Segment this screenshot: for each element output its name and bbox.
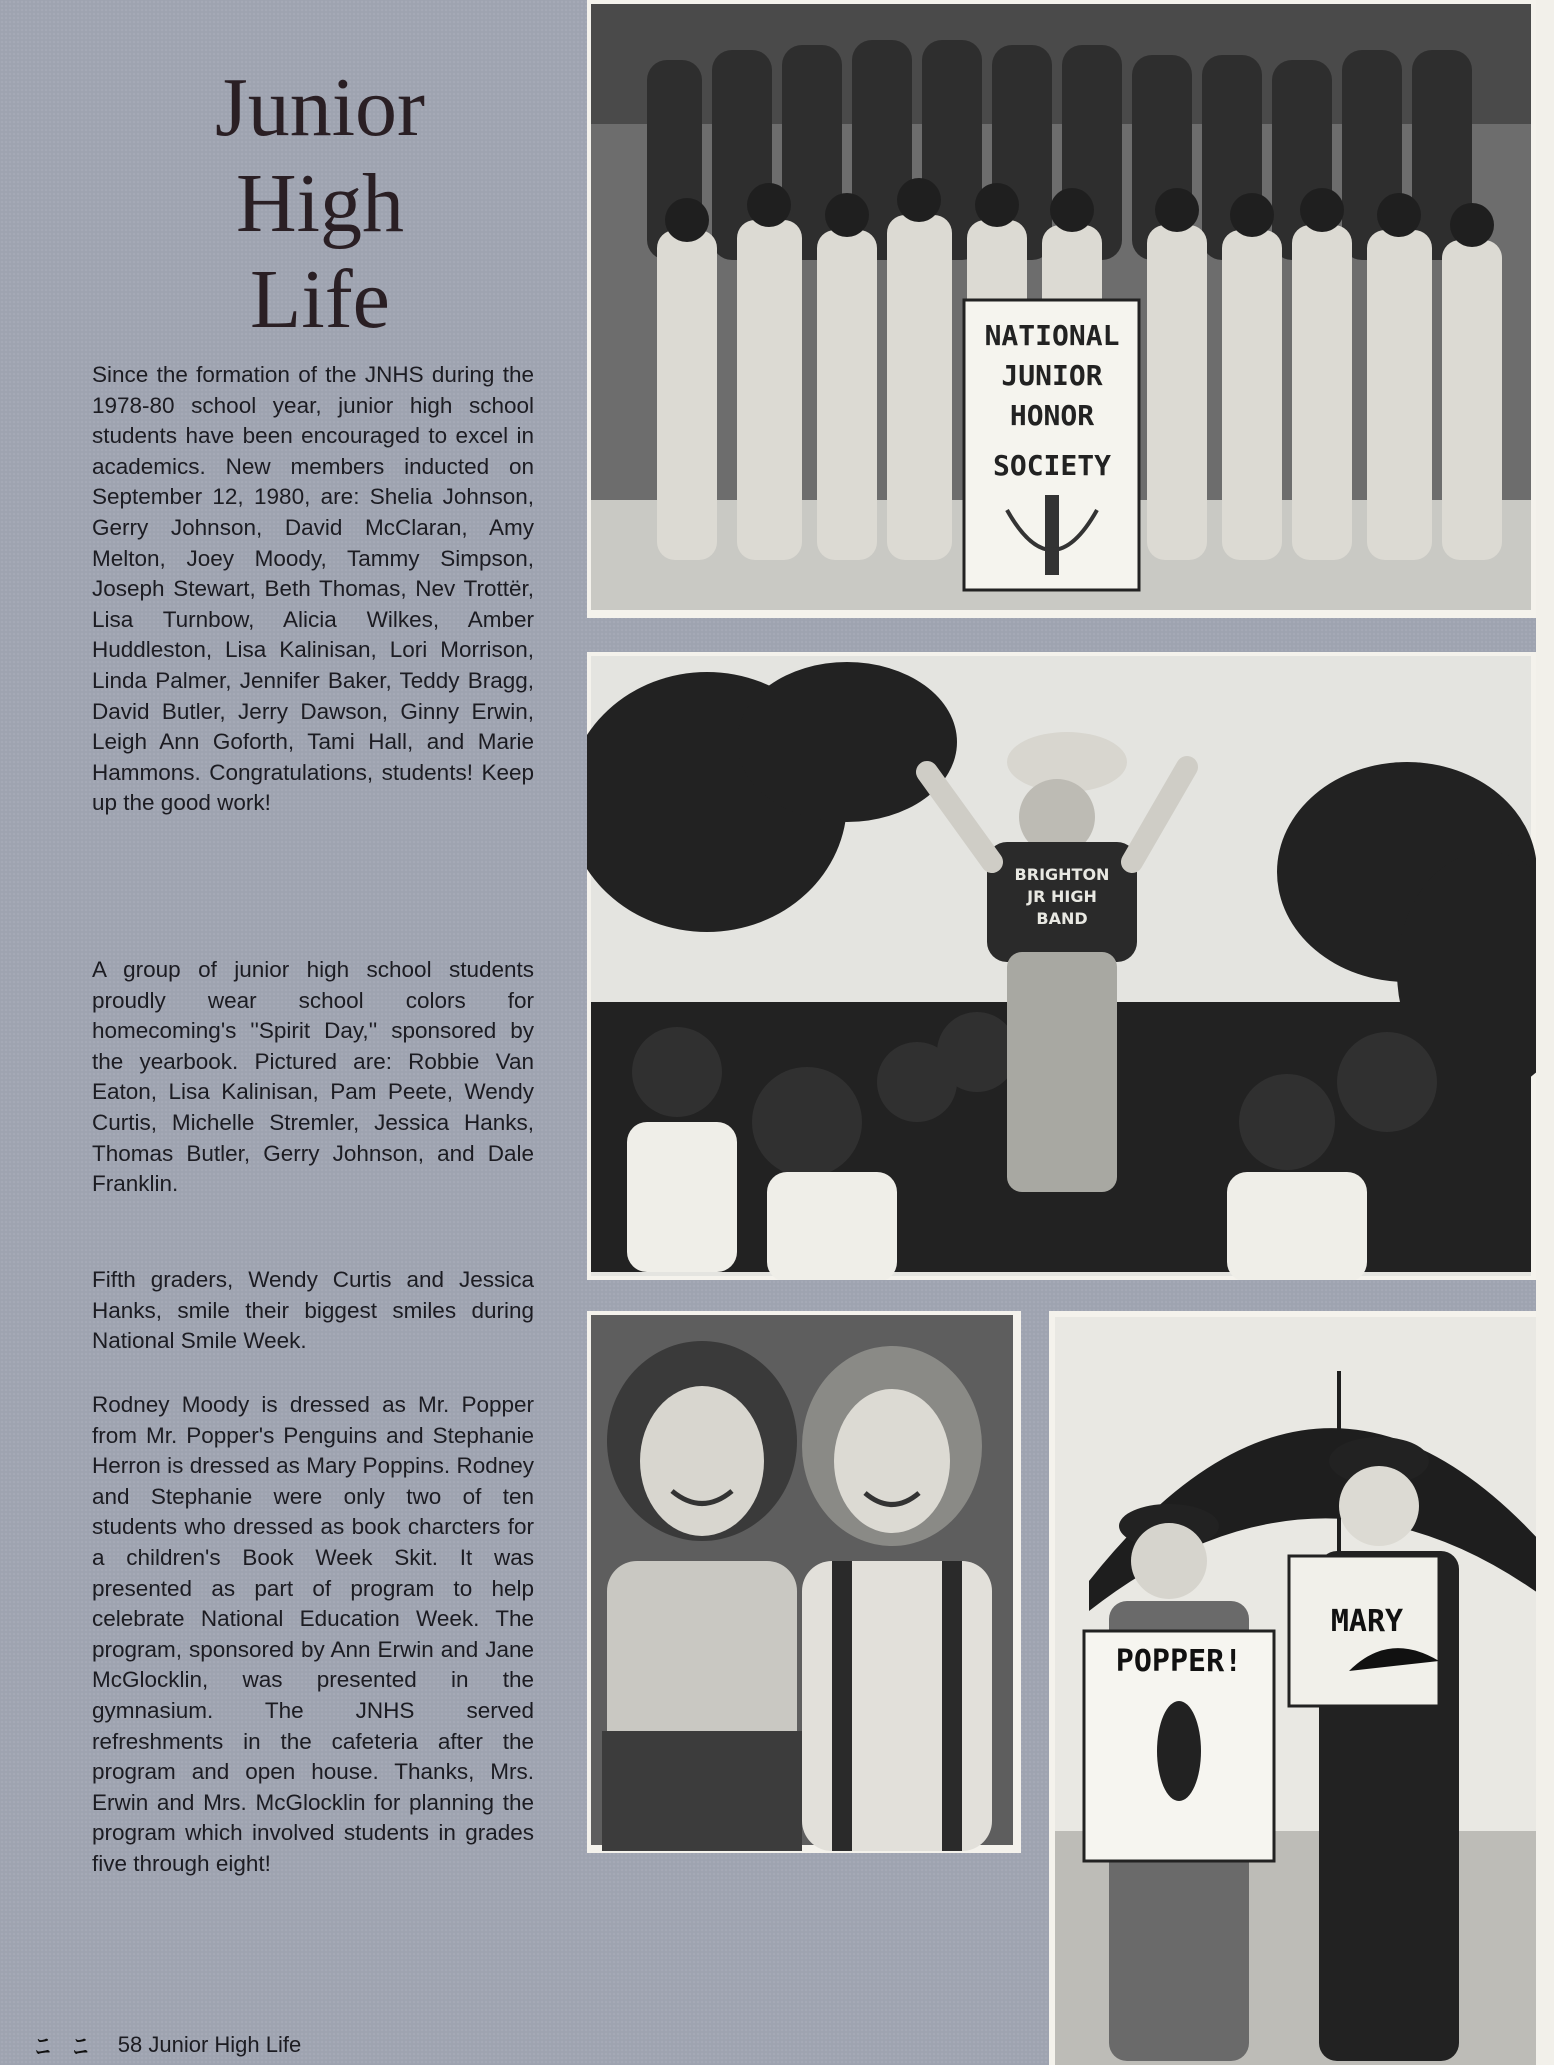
- mary-sign-text: MARY: [1330, 1604, 1404, 1639]
- banner-line-4: SOCIETY: [992, 449, 1112, 482]
- girl-left: [602, 1341, 802, 1851]
- title-line-3: Life: [250, 253, 390, 346]
- caption-smile-week: Fifth graders, Wendy Curtis and Jessica Hanks, smile their biggest smiles during National Smile Week.: [92, 1267, 534, 1354]
- caption-spirit-day: A group of junior high school students proudly wear school colors for homecoming's ''Spirit Day,'' sponsored by the yearbook. Pictured are: Robbie Van Eaton, Lisa Kalinisan, Pam Peete, Wendy Curtis, Michelle Stremler, Jessica Hanks, Thomas Butler, Gerry Johnson, and Dale Franklin.: [92, 957, 534, 1197]
- photo-spirit-day: [587, 652, 1542, 1280]
- title-line-1: Junior: [215, 61, 425, 154]
- caption-book-week: Rodney Moody is dressed as Mr. Popper from Mr. Popper's Penguins and Stephanie Herron is dressed as Mary Poppins. Rodney and Stephanie were only two of ten students who dressed as book charcters for a children's Book Week Skit. It was presented as part of program to help celebrate National Education Week. The program, sponsored by Ann Erwin and Jane McGlocklin, was presented in the gymnasium. The JNHS served refreshments in the cafeteria after the program and open house. Thanks, Mrs. Erwin and Mrs. McGlocklin for planning the program which involved students in grades five through eight!: [92, 1392, 534, 1876]
- banner-line-3: HONOR: [1009, 399, 1095, 432]
- page-number-label: 58 Junior High Life: [117, 2032, 302, 2057]
- shirt-line-3: BAND: [1036, 909, 1088, 928]
- penguin-icon: [1157, 1701, 1201, 1801]
- banner-line-1: NATIONAL: [984, 319, 1120, 352]
- shirt-line-1: BRIGHTON: [1014, 865, 1110, 884]
- photo-smile-week: [587, 1311, 1021, 1853]
- girl-right: [802, 1346, 992, 1851]
- photo-book-week: [1049, 1311, 1554, 2065]
- title-line-2: High: [236, 157, 404, 250]
- page-edge: [1536, 0, 1554, 2065]
- school-logo-icon: ﾆ ﾆ: [36, 2031, 96, 2062]
- caption-honor-society: Since the formation of the JNHS during the 1978-80 school year, junior high school students have been encouraged to excel in academics. New members inducted on September 12, 1980, are: Shelia Johnson, Gerry Johnson, David McClaran, Amy Melton, Joey Moody, Tammy Simpson, Joseph Stewart, Beth Thomas, Nev Trottër, Lisa Turnbow, Alicia Wilkes, Amber Huddleston, Lisa Kalinisan, Lori Morrison, Linda Palmer, Jennifer Baker, Teddy Bragg, David Butler, Jerry Dawson, Ginny Erwin, Leigh Ann Goforth, Tami Hall, and Marie Hammons. Congratulations, students! Keep up the good work!: [92, 362, 534, 816]
- photo-honor-society: [587, 0, 1542, 618]
- popper-sign-text: POPPER!: [1115, 1644, 1243, 1679]
- banner-line-2: JUNIOR: [1001, 359, 1103, 392]
- page-footer: [36, 2025, 301, 2065]
- page-title: [150, 60, 490, 348]
- shirt-line-2: JR HIGH: [1027, 887, 1097, 906]
